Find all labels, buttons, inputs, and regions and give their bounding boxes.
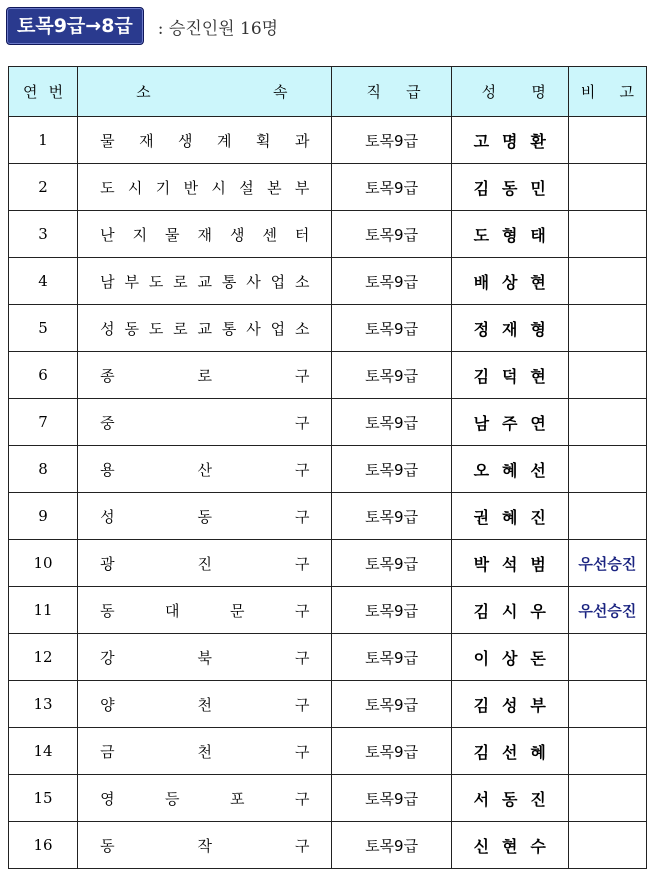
row-department bbox=[78, 775, 332, 822]
row-grade: 토목9급 bbox=[332, 352, 451, 399]
table-row bbox=[9, 587, 647, 634]
table-row bbox=[9, 399, 647, 446]
row-department bbox=[78, 352, 332, 399]
row-number: 15 bbox=[9, 775, 78, 822]
spread-text: 서 동 진 bbox=[473, 789, 546, 809]
row-number: 9 bbox=[9, 493, 78, 540]
spread-text: 성 동 도 로 교 통 사 업 소 bbox=[100, 319, 310, 338]
row-grade: 토목9급 bbox=[332, 634, 451, 681]
row-grade: 토목9급 bbox=[332, 822, 451, 869]
page-title: 토목9급→8급 bbox=[6, 7, 144, 45]
spread-text: 남 부 도 로 교 통 사 업 소 bbox=[100, 272, 310, 291]
row-note bbox=[568, 775, 646, 822]
spread-text: 오 혜 선 bbox=[473, 460, 546, 480]
row-name bbox=[451, 446, 568, 493]
spread-text: 이 상 돈 bbox=[473, 648, 546, 668]
row-grade: 토목9급 bbox=[332, 211, 451, 258]
row-department bbox=[78, 822, 332, 869]
row-grade: 토목9급 bbox=[332, 540, 451, 587]
row-name bbox=[451, 775, 568, 822]
spread-text: 도 시 기 반 시 설 본 부 bbox=[100, 178, 310, 197]
row-grade: 토목9급 bbox=[332, 399, 451, 446]
table-header-row bbox=[9, 67, 647, 117]
row-grade: 토목9급 bbox=[332, 493, 451, 540]
row-name bbox=[451, 493, 568, 540]
row-note bbox=[568, 634, 646, 681]
table-row bbox=[9, 352, 647, 399]
spread-text: 소 속 bbox=[136, 83, 288, 101]
table-row bbox=[9, 493, 647, 540]
row-department bbox=[78, 681, 332, 728]
row-department bbox=[78, 540, 332, 587]
row-grade: 토목9급 bbox=[332, 587, 451, 634]
spread-text: 신 현 수 bbox=[473, 836, 546, 856]
spread-text: 김 시 우 bbox=[473, 601, 546, 621]
row-name bbox=[451, 540, 568, 587]
spread-text: 강 북 구 bbox=[100, 648, 310, 667]
row-department bbox=[78, 587, 332, 634]
row-grade: 토목9급 bbox=[332, 446, 451, 493]
row-note bbox=[568, 117, 646, 164]
row-department bbox=[78, 258, 332, 305]
header-no bbox=[9, 67, 78, 117]
spread-text: 광 진 구 bbox=[100, 554, 310, 573]
spread-text: 종 로 구 bbox=[100, 366, 310, 385]
row-note bbox=[568, 493, 646, 540]
spread-text: 배 상 현 bbox=[473, 272, 546, 292]
row-name bbox=[451, 587, 568, 634]
row-name bbox=[451, 164, 568, 211]
row-name bbox=[451, 305, 568, 352]
row-note bbox=[568, 399, 646, 446]
row-number: 16 bbox=[9, 822, 78, 869]
header-note bbox=[568, 67, 646, 117]
row-grade: 토목9급 bbox=[332, 728, 451, 775]
spread-text: 금 천 구 bbox=[100, 742, 310, 761]
table-row bbox=[9, 446, 647, 493]
spread-text: 권 혜 진 bbox=[473, 507, 546, 527]
row-name bbox=[451, 634, 568, 681]
spread-text: 직 급 bbox=[366, 83, 421, 101]
row-name bbox=[451, 399, 568, 446]
table-row bbox=[9, 681, 647, 728]
row-grade: 토목9급 bbox=[332, 681, 451, 728]
row-department bbox=[78, 117, 332, 164]
row-number: 10 bbox=[9, 540, 78, 587]
row-department bbox=[78, 446, 332, 493]
row-department bbox=[78, 634, 332, 681]
spread-text: 남 주 연 bbox=[473, 413, 546, 433]
row-grade: 토목9급 bbox=[332, 164, 451, 211]
row-name bbox=[451, 728, 568, 775]
spread-text: 비 고 bbox=[580, 83, 634, 101]
spread-text: 중 구 bbox=[100, 413, 310, 432]
row-number: 12 bbox=[9, 634, 78, 681]
row-department bbox=[78, 164, 332, 211]
spread-text: 연 번 bbox=[23, 83, 64, 101]
row-number: 6 bbox=[9, 352, 78, 399]
row-number: 5 bbox=[9, 305, 78, 352]
row-number: 7 bbox=[9, 399, 78, 446]
row-name bbox=[451, 822, 568, 869]
row-grade: 토목9급 bbox=[332, 117, 451, 164]
table-row bbox=[9, 822, 647, 869]
row-department bbox=[78, 305, 332, 352]
row-note bbox=[568, 728, 646, 775]
table-row bbox=[9, 634, 647, 681]
header-grade bbox=[332, 67, 451, 117]
row-name bbox=[451, 117, 568, 164]
row-number: 8 bbox=[9, 446, 78, 493]
spread-text: 박 석 범 bbox=[473, 554, 546, 574]
row-note: 우선승진 bbox=[568, 587, 646, 634]
row-note bbox=[568, 681, 646, 728]
spread-text: 정 재 형 bbox=[473, 319, 546, 339]
row-number: 4 bbox=[9, 258, 78, 305]
spread-text: 성 명 bbox=[481, 83, 546, 101]
row-grade: 토목9급 bbox=[332, 775, 451, 822]
row-name bbox=[451, 258, 568, 305]
spread-text: 영 등 포 구 bbox=[100, 789, 310, 808]
spread-text: 김 성 부 bbox=[473, 695, 546, 715]
row-note: 우선승진 bbox=[568, 540, 646, 587]
promotion-summary: : 승진인원 16명 bbox=[157, 18, 279, 39]
row-name bbox=[451, 211, 568, 258]
row-note bbox=[568, 258, 646, 305]
table-row bbox=[9, 164, 647, 211]
table-row bbox=[9, 728, 647, 775]
row-note bbox=[568, 305, 646, 352]
row-number: 13 bbox=[9, 681, 78, 728]
row-department bbox=[78, 211, 332, 258]
table-row bbox=[9, 540, 647, 587]
row-number: 1 bbox=[9, 117, 78, 164]
promotion-table bbox=[8, 66, 647, 869]
spread-text: 김 동 민 bbox=[473, 178, 546, 198]
table-row bbox=[9, 775, 647, 822]
spread-text: 도 형 태 bbox=[473, 225, 546, 245]
row-note bbox=[568, 822, 646, 869]
table-row bbox=[9, 305, 647, 352]
row-number: 2 bbox=[9, 164, 78, 211]
spread-text: 동 대 문 구 bbox=[100, 601, 310, 620]
header-dept bbox=[78, 67, 332, 117]
spread-text: 양 천 구 bbox=[100, 695, 310, 714]
row-number: 11 bbox=[9, 587, 78, 634]
spread-text: 용 산 구 bbox=[100, 460, 310, 479]
row-name bbox=[451, 352, 568, 399]
spread-text: 고 명 환 bbox=[473, 131, 546, 151]
header-name bbox=[451, 67, 568, 117]
spread-text: 물 재 생 계 획 과 bbox=[100, 131, 310, 150]
spread-text: 김 선 혜 bbox=[473, 742, 546, 762]
row-note bbox=[568, 446, 646, 493]
table-row bbox=[9, 117, 647, 164]
row-department bbox=[78, 728, 332, 775]
spread-text: 김 덕 현 bbox=[473, 366, 546, 386]
table-body bbox=[9, 117, 647, 869]
row-department bbox=[78, 493, 332, 540]
page-header bbox=[6, 7, 278, 45]
spread-text: 난 지 물 재 생 센 터 bbox=[100, 225, 310, 244]
table-row bbox=[9, 258, 647, 305]
row-name bbox=[451, 681, 568, 728]
row-number: 14 bbox=[9, 728, 78, 775]
row-grade: 토목9급 bbox=[332, 258, 451, 305]
table-row bbox=[9, 211, 647, 258]
row-note bbox=[568, 164, 646, 211]
row-grade: 토목9급 bbox=[332, 305, 451, 352]
row-department bbox=[78, 399, 332, 446]
spread-text: 성 동 구 bbox=[100, 507, 310, 526]
row-note bbox=[568, 352, 646, 399]
row-number: 3 bbox=[9, 211, 78, 258]
row-note bbox=[568, 211, 646, 258]
spread-text: 동 작 구 bbox=[100, 836, 310, 855]
